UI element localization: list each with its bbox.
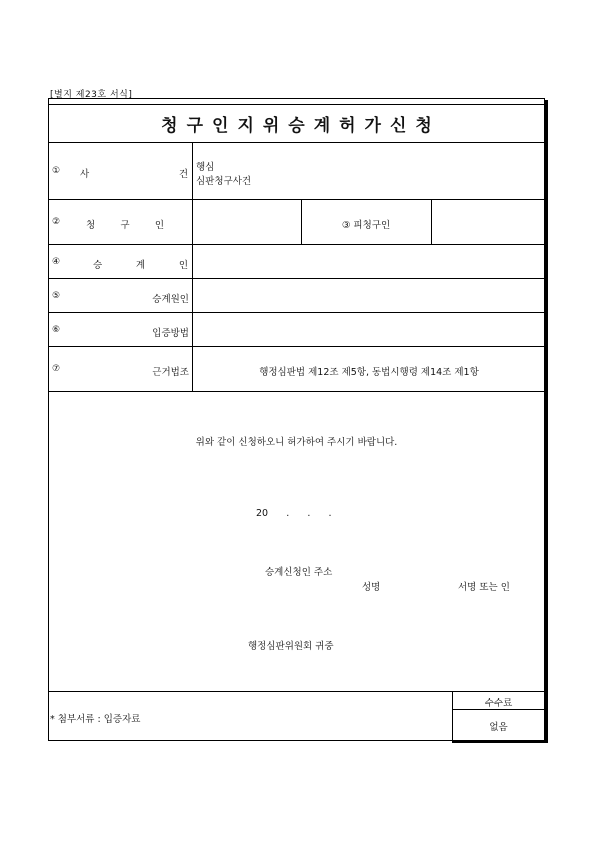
fee-value: 없음: [489, 722, 508, 733]
applicant-address-label: 승계신청인 주소: [265, 567, 333, 578]
fee-shadow-bottom: [452, 740, 548, 743]
case-value-line1: 행심: [196, 162, 215, 173]
row-number: ⑤: [52, 291, 61, 301]
row-divider: [48, 691, 545, 692]
request-text: 위와 같이 신청하오니 허가하여 주시기 바랍니다.: [195, 437, 398, 448]
respondent-divider: [431, 199, 432, 244]
label-char: 승: [93, 260, 103, 271]
row-divider: [48, 278, 545, 279]
label-char: 계: [135, 260, 146, 271]
page-title: 청구인지위승계허가신청: [161, 116, 441, 136]
form-number: [별지 제23호 서식]: [50, 90, 133, 100]
basis-value: 행정심판법 제12조 제5항, 동법시행령 제14조 제1항: [259, 367, 479, 378]
label-char: 구: [120, 220, 130, 231]
row-number: ②: [52, 217, 61, 227]
label-char: 인: [178, 260, 188, 271]
respondent-label: ③ 피청구인: [341, 220, 391, 231]
basis-label: 근거법조: [152, 367, 189, 378]
label-char: 인: [154, 220, 164, 231]
row-number: ①: [52, 166, 61, 176]
cause-label: 승계원인: [152, 294, 189, 305]
recipient-label: 행정심판위원회 귀중: [248, 641, 334, 652]
date-line: 20 . . .: [256, 508, 332, 519]
row-number: ④: [52, 257, 61, 267]
row-divider: [48, 244, 545, 245]
attachments-note: * 첨부서류 : 입증자료: [50, 714, 141, 725]
proof-label: 입증방법: [152, 328, 189, 339]
fee-divider: [452, 709, 545, 710]
signature-label: 서명 또는 인: [458, 582, 510, 593]
name-label: 성명: [362, 582, 381, 593]
row-divider: [48, 391, 545, 392]
title-row: [48, 104, 545, 143]
row-number: ⑦: [52, 364, 61, 374]
form-shadow-right: [545, 100, 548, 743]
row-divider: [48, 199, 545, 200]
label-char: 청: [86, 220, 96, 231]
label-column-divider: [192, 143, 193, 391]
row-divider: [48, 346, 545, 347]
label-char: 사: [80, 169, 90, 180]
label-char: 건: [178, 169, 188, 180]
row-number: ⑥: [52, 325, 61, 335]
successor-label: [93, 257, 188, 271]
case-label: [80, 166, 188, 180]
row-divider: [48, 312, 545, 313]
claimant-label: [86, 217, 164, 231]
case-value-line2: 심판청구사건: [196, 176, 252, 187]
fee-label: 수수료: [484, 698, 513, 709]
